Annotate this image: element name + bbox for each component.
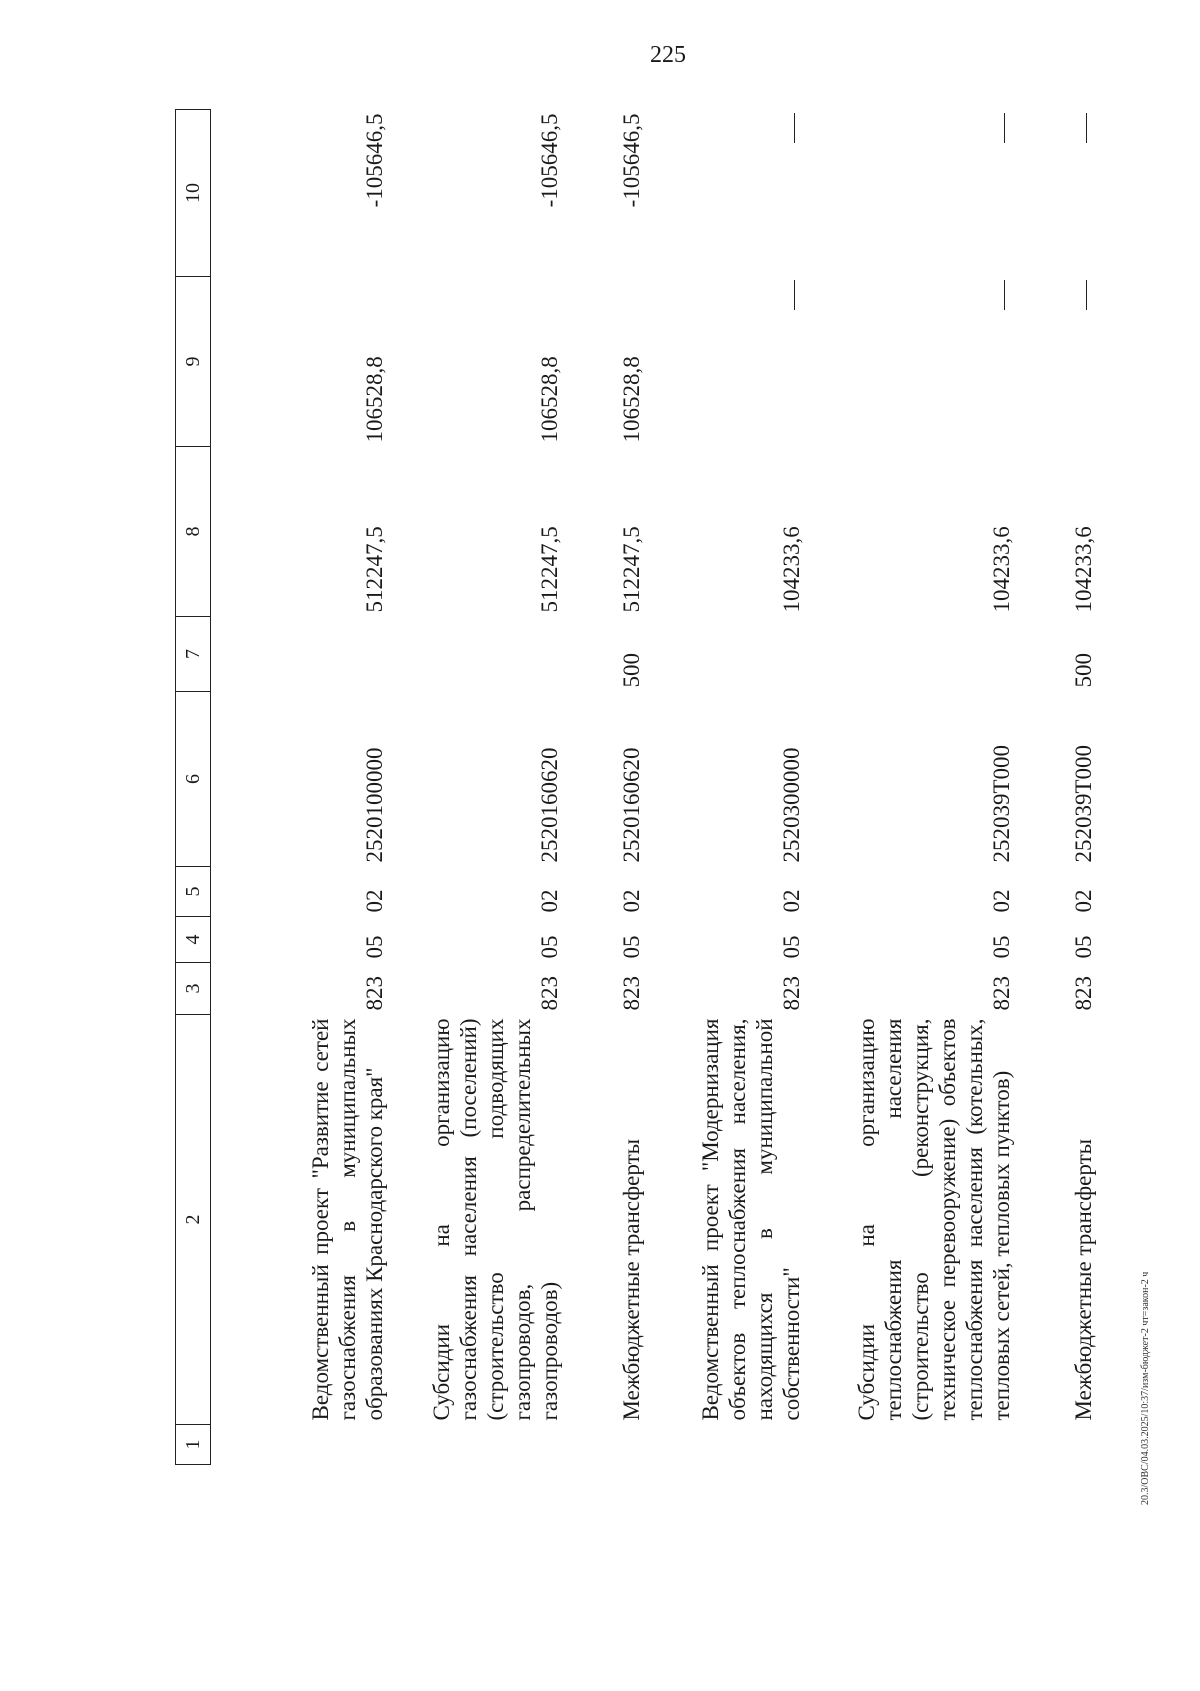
- table-row: [211, 110, 391, 1465]
- cell-c5: 02: [1071, 889, 1097, 913]
- cell-c4: 05: [619, 935, 645, 959]
- cell-c3: 823: [779, 976, 805, 1011]
- row-name: Ведомственный проект "Развитие сетей газоснабжения в муниципальных образованиях Краснодарского края": [308, 1018, 388, 1421]
- cell-c4: 05: [537, 935, 563, 959]
- cell-c8: 104233,6: [779, 526, 805, 613]
- dash-mark: [1086, 281, 1087, 311]
- cell-c6: 252039Т000: [989, 744, 1015, 863]
- cell-c3: 823: [537, 976, 563, 1011]
- table-row: [808, 110, 1018, 1465]
- dash-mark: [1004, 281, 1005, 311]
- cell-c6: 2520300000: [779, 747, 805, 863]
- column-header: 9: [176, 277, 211, 447]
- dash-mark: [1004, 114, 1005, 144]
- column-header: 4: [176, 917, 211, 963]
- column-header: 6: [176, 692, 211, 867]
- cell-c7: 500: [619, 653, 645, 688]
- cell-c3: 823: [362, 976, 388, 1011]
- table-row: [391, 110, 566, 1465]
- empty-cell: [211, 1425, 391, 1465]
- cell-c10: -105646,5: [537, 113, 563, 208]
- cell-c6: 2520160620: [537, 747, 563, 863]
- cell-c8: 104233,6: [1071, 526, 1097, 613]
- page-number: 225: [650, 42, 686, 68]
- cell-c9-dash: [1018, 277, 1100, 447]
- empty-cell: [1018, 1425, 1100, 1465]
- column-header: 1: [176, 1425, 211, 1465]
- cell-c3: 823: [1071, 976, 1097, 1011]
- cell-c10-dash: [808, 110, 1018, 277]
- cell-c7: [211, 617, 391, 692]
- cell-c7: 500: [1071, 653, 1097, 688]
- budget-table: [175, 109, 1100, 1465]
- cell-c5: 02: [989, 889, 1015, 913]
- cell-c10-dash: [1018, 110, 1100, 277]
- budget-table-container: [175, 110, 1100, 1465]
- cell-c9-dash: [808, 277, 1018, 447]
- dash-mark: [794, 114, 795, 144]
- cell-c3: 823: [989, 976, 1015, 1011]
- row-name: Субсидии на организацию газоснабжения населения (поселений) (строительство подводящих газопроводов, распределительных газопроводов): [428, 1018, 563, 1421]
- empty-cell: [648, 1425, 808, 1465]
- table-row: [648, 110, 808, 1465]
- cell-c9-dash: [648, 277, 808, 447]
- cell-c9: 106528,8: [619, 356, 645, 443]
- row-name: Межбюджетные трансферты: [1071, 1138, 1097, 1421]
- column-header: 2: [176, 1015, 211, 1425]
- cell-c4: 05: [989, 935, 1015, 959]
- cell-c4: 05: [779, 935, 805, 959]
- column-header: 7: [176, 617, 211, 692]
- cell-c7: [391, 617, 566, 692]
- cell-c10: -105646,5: [619, 113, 645, 208]
- empty-cell: [391, 1425, 566, 1465]
- dash-mark: [794, 281, 795, 311]
- row-name: Межбюджетные трансферты: [619, 1138, 645, 1421]
- cell-c10: -105646,5: [362, 113, 388, 208]
- cell-c8: 512247,5: [619, 526, 645, 613]
- cell-c8: 512247,5: [537, 526, 563, 613]
- cell-c6: 252039Т000: [1071, 744, 1097, 863]
- cell-c8: 104233,6: [989, 526, 1015, 613]
- cell-c5: 02: [362, 889, 388, 913]
- cell-c5: 02: [619, 889, 645, 913]
- table-row: [1018, 110, 1100, 1465]
- cell-c5: 02: [779, 889, 805, 913]
- empty-cell: [808, 1425, 1018, 1465]
- column-header: 10: [176, 110, 211, 277]
- cell-c7: [648, 617, 808, 692]
- cell-c6: 2520100000: [362, 747, 388, 863]
- column-header: 3: [176, 963, 211, 1015]
- table-row: [566, 110, 648, 1465]
- cell-c6: 2520160620: [619, 747, 645, 863]
- column-header: 8: [176, 447, 211, 617]
- cell-c9: 106528,8: [362, 356, 388, 443]
- column-header: 5: [176, 867, 211, 917]
- cell-c5: 02: [537, 889, 563, 913]
- row-name: Субсидии на организацию теплоснабжения населения (строительство (реконструкция, техническое перевооружение) объектов теплоснабжения населения (котельных, тепловых сетей, тепловых пунктов): [853, 1018, 1015, 1421]
- cell-c10-dash: [648, 110, 808, 277]
- footer-code: 20.3/ОВС/04.03.2025/10:37/изм-бюджет-2 чт=закон-2 ч: [1140, 1271, 1151, 1505]
- dash-mark: [1086, 114, 1087, 144]
- cell-c3: 823: [619, 976, 645, 1011]
- empty-cell: [566, 1425, 648, 1465]
- cell-c8: 512247,5: [362, 526, 388, 613]
- row-name: Ведомственный проект "Модернизация объектов теплоснабжения населения, находящихся в муниципальной собственности": [698, 1018, 805, 1421]
- cell-c4: 05: [362, 935, 388, 959]
- cell-c7: [808, 617, 1018, 692]
- cell-c9: 106528,8: [537, 356, 563, 443]
- table-header-row: [176, 110, 211, 1465]
- cell-c4: 05: [1071, 935, 1097, 959]
